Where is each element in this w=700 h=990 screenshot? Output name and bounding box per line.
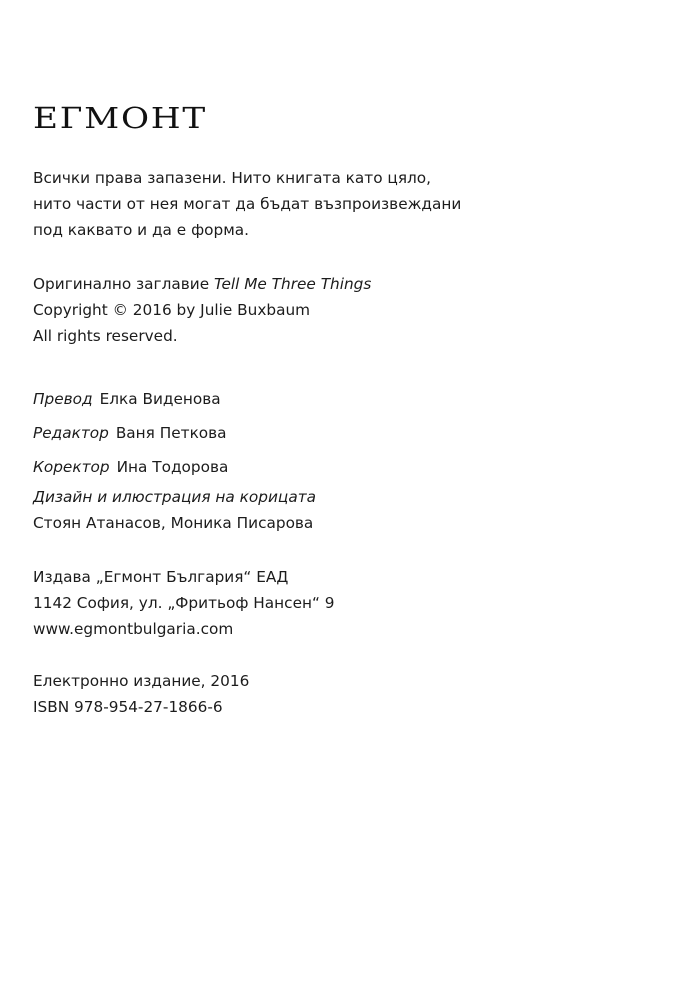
rights-line-1: Всички права запазени. Нито книгата като цяло,: [33, 169, 432, 187]
original-info: [33, 271, 371, 349]
publisher-line: Издава „Егмонт България“ ЕАД: [33, 568, 289, 586]
isbn: ISBN 978-954-27-1866-6: [33, 698, 223, 716]
proofreader-credit: [33, 450, 228, 484]
edition-label: Електронно издание, 2016: [33, 672, 250, 690]
editor-name: Ваня Петкова: [115, 424, 227, 442]
design-label: Дизайн и илюстрация на корицата: [33, 488, 316, 506]
copyright-line: Copyright © 2016 by Julie Buxbaum: [33, 301, 311, 319]
original-title-label: Оригинално заглавие: [33, 275, 210, 293]
translation-label: Превод: [33, 390, 93, 408]
proofreader-label: Коректор: [33, 458, 110, 476]
design-names: Стоян Атанасов, Моника Писарова: [33, 514, 314, 532]
publisher-address: 1142 София, ул. „Фритьоф Нансен“ 9: [33, 594, 335, 612]
proofreader-name: Ина Тодорова: [116, 458, 229, 476]
translation-credit: [33, 382, 228, 416]
rights-reserved-line: All rights reserved.: [33, 327, 178, 345]
rights-line-2: нито части от нея могат да бъдат възпроизвеждани: [33, 195, 462, 213]
original-title: Tell Me Three Things: [213, 275, 372, 293]
design-credit: [33, 484, 316, 536]
editor-credit: [33, 416, 228, 450]
rights-notice: [33, 165, 461, 243]
edition-info: [33, 668, 249, 720]
editor-label: Редактор: [33, 424, 109, 442]
translation-name: Елка Виденова: [99, 390, 221, 408]
publisher-website: www.egmontbulgaria.com: [33, 620, 234, 638]
original-title-line: [33, 271, 371, 297]
credits: [33, 382, 228, 484]
rights-line-3: под каквато и да е форма.: [33, 221, 249, 239]
publisher-logo: ЕГМОНТ: [33, 101, 208, 135]
publisher-info: [33, 564, 335, 642]
